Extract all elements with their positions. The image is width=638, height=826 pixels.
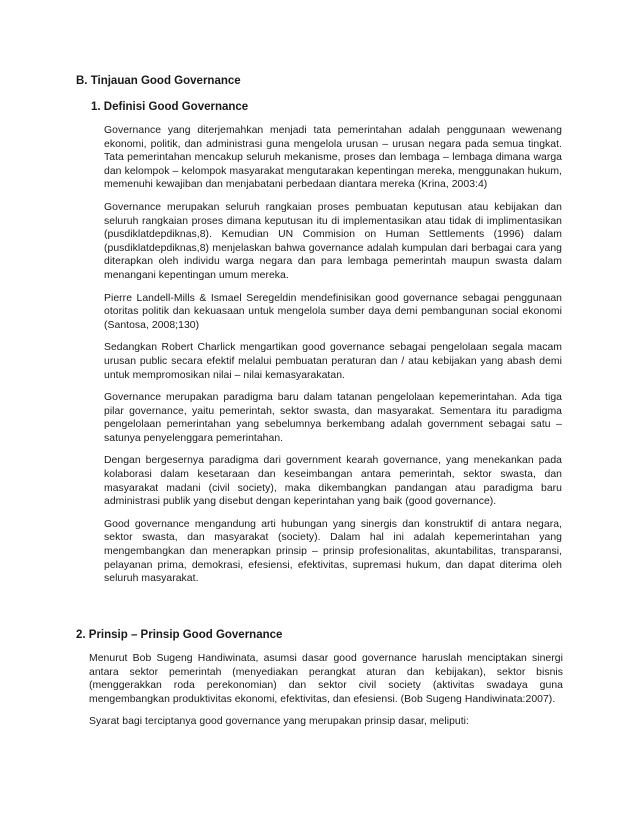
paragraph: Good governance mengandung arti hubungan yang sinergis dan konstruktif di antara negara, sektor swasta, dan masyarakat (society). Dalam hal ini adalah kepemerintahan yang mengembangkan dan menerapkan prinsip – prinsip profesionalitas, akuntabilitas, transparansi, pelayanan prima, demokrasi, efesiensi, efektivitas, supremasi hukum, dan dapat diterima oleh seluruh masyarakat. bbox=[104, 518, 562, 585]
paragraph: Syarat bagi terciptanya good governance yang merupakan prinsip dasar, meliputi: bbox=[89, 716, 469, 728]
paragraph: Dengan bergesernya paradigma dari government kearah governance, yang menekankan pada kolaborasi dalam kesetaraan dan keseimbangan antara pemerintah, sektor swasta, dan masyarakat madani (civil society), maka dikembangkan pandangan atau paradigma baru administrasi publik yang disebut dengan keperintahan yang baik (good governance). bbox=[104, 455, 562, 508]
paragraph: Governance merupakan seluruh rangkaian proses pembuatan keputusan atau kebijakan dan seluruh rangkaian proses dimana keputusan itu di implementasikan atau tidak di implimentasikan (pusdiklatdepdiknas,8). Kemudian UN Commision on Human Settlements (1996) dalam (pusdiklatdepdiknas,8) menjelaskan bahwa governance adalah kumpulan dari berbagai cara yang diterapkan oleh individu warga negara dan para lembaga pemerintah maupun swasta dalam menangani kepentingan umum mereka. bbox=[104, 201, 562, 281]
paragraph: Menurut Bob Sugeng Handiwinata, asumsi dasar good governance haruslah menciptakan sinergi antara sektor pemerintah (menyediakan perangkat aturan dan kebijakan), sektor bisnis (menggerakkan roda perekonomian) dan sektor civil society (aktivitas swadaya guna mengembangkan produktivitas ekonomi, efektivitas, dan efesiensi. (Bob Sugeng Handiwinata:2007). bbox=[89, 653, 563, 705]
paragraph: Governance merupakan paradigma baru dalam tatanan pengelolaan kepemerintahan. Ada tiga pilar governance, yaitu pemerintah, sektor swasta, dan masyarakat. Sementara itu paradigma pengelolaan pemerintahan yang sebelumnya berkembang adalah government sebagai satu – satunya penyelenggara pemerintahan. bbox=[104, 392, 562, 444]
paragraph: Pierre Landell-Mills & Ismael Seregeldin mendefinisikan good governance sebagai penggunaan otoritas politik dan kekuasaan untuk mengelola sumber daya demi pembangunan social ekonomi (Santosa, 2008;130) bbox=[104, 292, 562, 331]
definisi-body bbox=[104, 124, 562, 595]
paragraph: Sedangkan Robert Charlick mengartikan good governance sebagai pengelolaan segala macam urusan public secara efektif melalui pembuatan peraturan dan / atau kebijakan yang abash demi untuk mempromosikan nilai – nilai kemasyarakatan. bbox=[104, 342, 562, 381]
paragraph: Governance yang diterjemahkan menjadi tata pemerintahan adalah penggunaan wewenang ekonomi, politik, dan administrasi guna mengelola urusan – urusan negara pada semua tingkat. Tata pemerintahan mencakup seluruh mekanisme, proses dan lembaga – lembaga dimana warga dan kelompok – kelompok masyarakat mengutarakan kepentingan mereka, menggunakan hukum, memenuhi kewajiban dan menjabatani perbedaan diantara mereka (Krina, 2003:4) bbox=[104, 125, 562, 191]
prinsip-heading: 2. Prinsip – Prinsip Good Governance bbox=[76, 629, 283, 641]
prinsip-body bbox=[89, 652, 563, 738]
definisi-heading: 1. Definisi Good Governance bbox=[91, 101, 249, 113]
section-b-heading: B. Tinjauan Good Governance bbox=[76, 75, 241, 87]
